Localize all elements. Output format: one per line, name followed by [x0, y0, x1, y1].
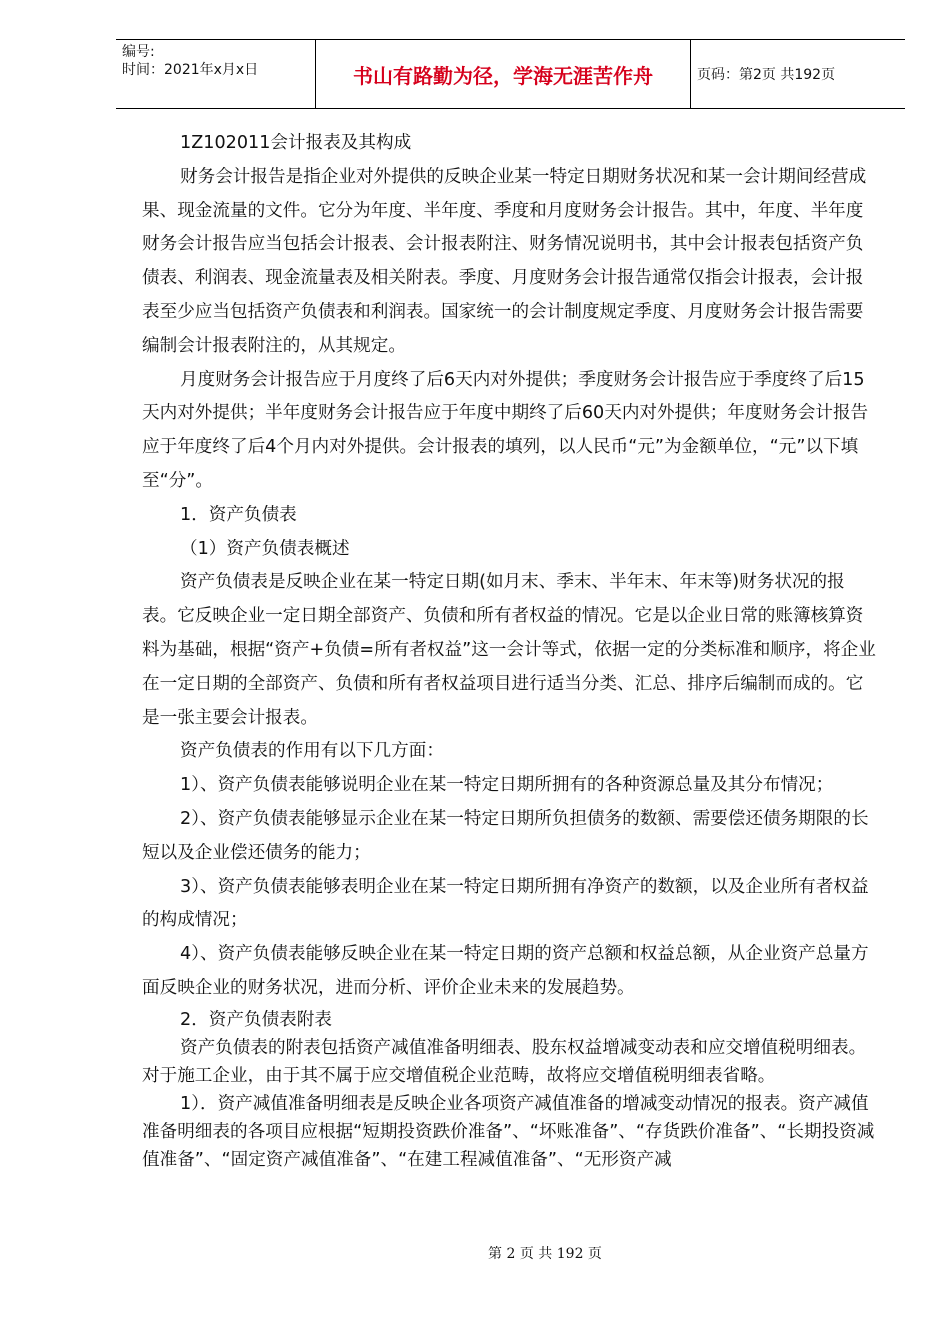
list-item: 4）、资产负债表能够反映企业在某一特定日期的资产总额和权益总额，从企业资产总量方面反映企业的财务状况，进而分析、评价企业未来的发展趋势。 — [142, 944, 869, 998]
document-body — [142, 127, 877, 1174]
paragraph: 资产负债表的附表包括资产减值准备明细表、股东权益增减变动表和应交增值税明细表。对于施工企业，由于其不属于应交增值税企业范畴，故将应交增值税明细表省略。 — [142, 1037, 867, 1086]
document-number-label: 编号: — [122, 44, 155, 60]
paragraph: 1）．资产减值准备明细表是反映企业各项资产减值准备的增减变动情况的报表。资产减值准备明细表的各项目应根据“短期投资跌价准备”、“坏账准备”、“存货跌价准备”、“长期投资减值准备”、“固定资产减值准备”、“在建工程减值准备”、“无形资产减 — [142, 1093, 875, 1170]
document-time-label: 时间：2021年x月x日 — [122, 62, 259, 78]
subsection-heading: （1）资产负债表概述 — [180, 538, 350, 559]
paragraph: 财务会计报告是指企业对外提供的反映企业某一特定日期财务状况和某一会计期间经营成果、现金流量的文件。它分为年度、半年度、季度和月度财务会计报告。其中，年度、半年度财务会计报告应当包括会计报表、会计报表附注、财务情况说明书，其中会计报表包括资产负债表、利润表、现金流量表及相关附表。季度、月度财务会计报告通常仅指会计报表，会计报表至少应当包括资产负债表和利润表。国家统一的会计制度规定季度、月度财务会计报告需要编制会计报表附注的，从其规定。 — [142, 166, 867, 356]
header-meta — [116, 40, 316, 108]
header-motto: 书山有路勤为径，学海无涯苦作舟 — [316, 40, 691, 108]
list-item: 2）、资产负债表能够显示企业在某一特定日期所负担债务的数额、需要偿还债务期限的长短以及企业偿还债务的能力； — [142, 808, 869, 863]
page-header — [116, 39, 905, 109]
subsection-heading: 1．资产负债表 — [180, 504, 297, 525]
page-footer: 第 2 页 共 192 页 — [488, 1246, 602, 1262]
list-item: 3）、资产负债表能够表明企业在某一特定日期所拥有净资产的数额，以及企业所有者权益的构成情况； — [142, 876, 869, 931]
paragraph: 资产负债表的作用有以下几方面： — [180, 741, 444, 762]
header-page-number: 页码：第2页 共192页 — [697, 67, 836, 83]
paragraph: 资产负债表是反映企业在某一特定日期(如月末、季末、半年末、年末等)财务状况的报表。它反映企业一定日期全部资产、负债和所有者权益的情况。它是以企业日常的账簿核算资料为基础，根据“资产+负债=所有者权益”这一会计等式，依据一定的分类标准和顺序，将企业在一定日期的全部资产、负债和所有者权益项目进行适当分类、汇总、排序后编制而成的。它是一张主要会计报表。 — [142, 572, 876, 728]
list-item: 1）、资产负债表能够说明企业在某一特定日期所拥有的各种资源总量及其分布情况； — [180, 775, 834, 796]
paragraph: 月度财务会计报告应于月度终了后6天内对外提供；季度财务会计报告应于季度终了后15天内对外提供；半年度财务会计报告应于年度中期终了后60天内对外提供；年度财务会计报告应于年度终了后4个月内对外提供。会计报表的填列，以人民币“元”为金额单位，“元”以下填至“分”。 — [142, 369, 869, 491]
section-heading: 1Z102011会计报表及其构成 — [180, 133, 412, 153]
subsection-heading: 2．资产负债表附表 — [180, 1009, 332, 1030]
